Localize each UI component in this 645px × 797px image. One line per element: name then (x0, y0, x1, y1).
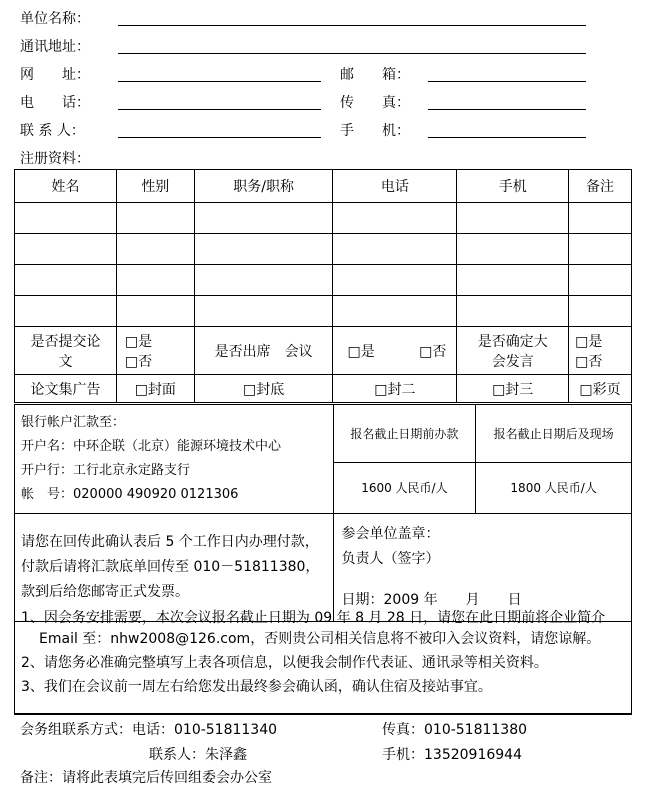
ad-cover-checkbox[interactable]: □封面 (116, 375, 194, 403)
table-cell[interactable] (333, 296, 457, 327)
table-cell[interactable] (116, 265, 194, 296)
ad-inner3-checkbox[interactable]: □封三 (457, 375, 569, 403)
table-cell[interactable] (116, 203, 194, 234)
table-cell[interactable] (569, 265, 632, 296)
bank-account-name: 开户名：中环企联（北京）能源环境技术中心 (21, 439, 282, 454)
payment-table (14, 404, 632, 622)
table-cell[interactable] (15, 203, 117, 234)
notes-box (14, 606, 632, 714)
contact-mobile: 手机：13520916944 (382, 747, 522, 763)
table-cell[interactable] (569, 296, 632, 327)
header-phone: 电话 (333, 170, 457, 203)
fee-before-label: 报名截止日期前办款 (333, 405, 476, 463)
contact-label: 联 系 人： (20, 123, 85, 139)
remark: 备注：请将此表填完后传回组委会办公室 (20, 770, 272, 786)
mobile-field[interactable] (428, 137, 586, 138)
table-row (15, 234, 632, 265)
note-3: 3、我们在会议前一周左右给您发出最终参会确认函，确认住宿及接站事宜。 (21, 679, 492, 695)
attend-no-checkbox[interactable]: □否 (419, 343, 447, 360)
speech-options (569, 327, 632, 375)
speech-no-checkbox[interactable]: □否 (575, 353, 603, 370)
options-row (15, 327, 632, 375)
attend-label: 是否出席 会议 (194, 327, 333, 375)
bank-name: 开户行：工行北京永定路支行 (21, 463, 191, 478)
website-label: 网 址： (20, 67, 90, 83)
ad-inner2-checkbox[interactable]: □封二 (333, 375, 457, 403)
table-cell[interactable] (194, 265, 333, 296)
table-cell[interactable] (194, 234, 333, 265)
table-row (15, 203, 632, 234)
header-title: 职务/职称 (194, 170, 333, 203)
email-field[interactable] (428, 81, 586, 82)
table-row (15, 265, 632, 296)
table-cell[interactable] (116, 234, 194, 265)
fee-after-amount: 1800 人民币/人 (476, 462, 632, 513)
table-cell[interactable] (194, 296, 333, 327)
fax-field[interactable] (428, 109, 586, 110)
responsible-signature-label: 负责人（签字） (341, 551, 440, 567)
mobile-label: 手 机： (340, 123, 410, 139)
table-row (15, 296, 632, 327)
ad-back-checkbox[interactable]: □封底 (194, 375, 333, 403)
registration-table (14, 169, 632, 403)
table-cell[interactable] (457, 234, 569, 265)
table-cell[interactable] (457, 203, 569, 234)
payment-notice: 请您在回传此确认表后 5 个工作日内办理付款，付款后请将汇款底单回传至 010－51811380，款到后给您邮寄正式发票。 (15, 514, 334, 622)
paper-submit-options (116, 327, 194, 375)
reg-info-label: 注册资料： (20, 151, 90, 167)
ad-color-checkbox[interactable]: □彩页 (569, 375, 632, 403)
unit-name-field[interactable] (118, 25, 586, 26)
office-fax: 传真：010-51811380 (382, 722, 528, 738)
table-cell[interactable] (15, 265, 117, 296)
speech-label: 是否确定大会发言 (457, 327, 569, 375)
table-cell[interactable] (457, 265, 569, 296)
address-label: 通讯地址： (20, 39, 90, 55)
attend-yes-checkbox[interactable]: □是 (347, 343, 375, 360)
bank-account-number: 帐 号：020000 490920 0121306 (21, 487, 239, 502)
ad-label: 论文集广告 (15, 375, 117, 403)
header-remark: 备注 (569, 170, 632, 203)
bank-info (15, 405, 334, 514)
ad-row (15, 375, 632, 403)
paper-yes-checkbox[interactable]: □是 (124, 333, 153, 350)
attend-options (333, 327, 457, 375)
contact-person: 联系人：朱泽鑫 (149, 747, 247, 763)
date-label: 日期：2009 年 月 日 (341, 592, 522, 608)
header-gender: 性别 (116, 170, 194, 203)
footer (14, 714, 632, 792)
table-cell[interactable] (333, 203, 457, 234)
website-field[interactable] (118, 81, 321, 82)
table-cell[interactable] (569, 234, 632, 265)
email-label: 邮 箱： (340, 67, 410, 83)
header-name: 姓名 (15, 170, 117, 203)
fee-before-amount: 1600 人民币/人 (333, 462, 476, 513)
table-cell[interactable] (15, 296, 117, 327)
fax-label: 传 真： (340, 95, 410, 111)
table-header-row (15, 170, 632, 203)
bank-title: 银行帐户汇款至： (21, 415, 126, 430)
table-cell[interactable] (569, 203, 632, 234)
paper-submit-label: 是否提交论 文 (15, 327, 117, 375)
table-cell[interactable] (457, 296, 569, 327)
paper-no-checkbox[interactable]: □否 (124, 353, 153, 370)
note-1: 1、因会务安排需要，本次会议报名截止日期为 09 年 8 月 28 日，请您在此日期前将企业简介 Email 至：nhw2008@126.com，否则贵公司相关信息将不被印入会议资料，请您谅解。 (21, 610, 606, 647)
note-2: 2、请您务必准确完整填写上表各项信息，以便我会制作代表证、通讯录等相关资料。 (21, 655, 548, 671)
speech-yes-checkbox[interactable]: □是 (575, 333, 603, 350)
table-cell[interactable] (333, 265, 457, 296)
table-cell[interactable] (333, 234, 457, 265)
phone-label: 电 话： (20, 95, 90, 111)
header-mobile: 手机 (457, 170, 569, 203)
phone-field[interactable] (118, 109, 321, 110)
unit-seal-label: 参会单位盖章： (341, 526, 440, 542)
unit-name-label: 单位名称： (20, 11, 90, 27)
contact-field[interactable] (118, 137, 321, 138)
office-contact: 会务组联系方式：电话：010-51811340 (20, 722, 278, 738)
fee-after-label: 报名截止日期后及现场 (476, 405, 632, 463)
table-cell[interactable] (116, 296, 194, 327)
address-field[interactable] (118, 53, 586, 54)
table-cell[interactable] (15, 234, 117, 265)
table-cell[interactable] (194, 203, 333, 234)
